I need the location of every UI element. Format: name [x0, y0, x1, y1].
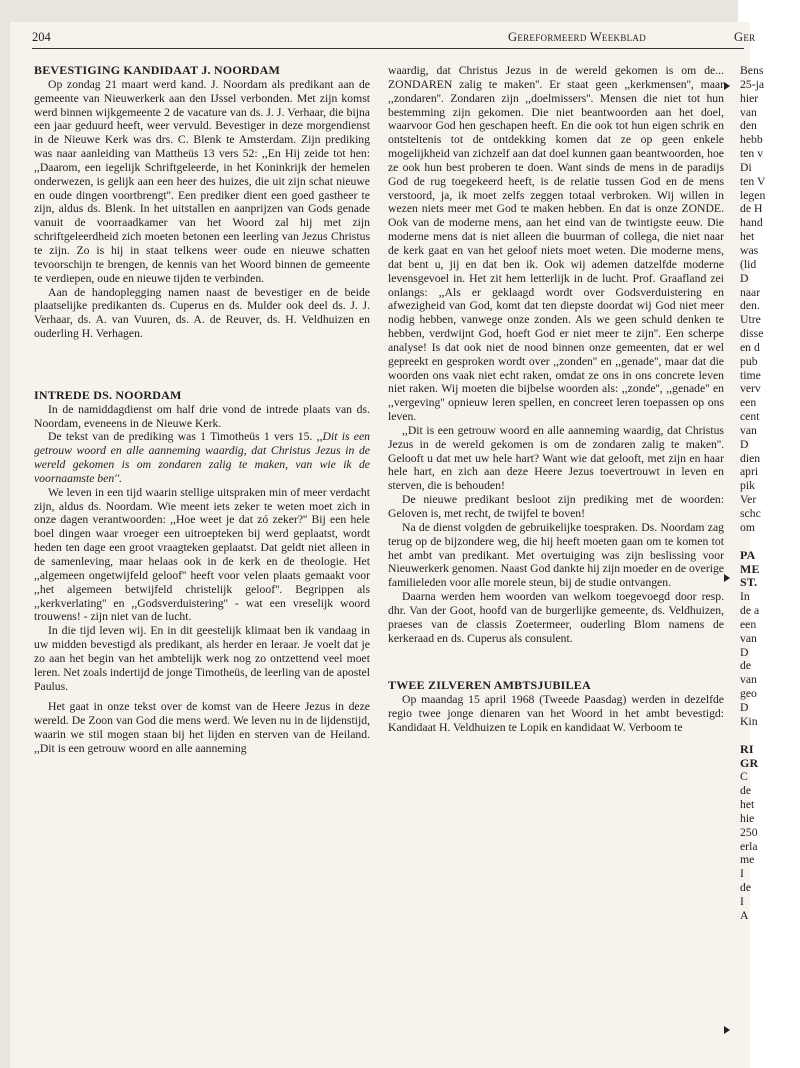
paragraph: waardig, dat Christus Jezus in de wereld gekomen is om de... ZONDAREN zalig te maken''. Er staat geen ,,kerkmensen'', maar ,,zondaren''. Zondaren zijn ,,doelmissers''. Mensen die niet tot hun bestemming zijn gekomen. Die niet beantwoorden aan het doel, waarvoor God hen geschapen heeft. En die ook tot hun eigen schrik en ontsteltenis tot de ontdekking komen dat ze op geen enkele mogelijkheid van zichzelf aan dat doel kunnen gaan beantwoorden, hoe ze ook hun best proberen te doen. Want sinds de mens in de paradijs God de rug toegekeerd heeft, is de relatie tussen God en de mens verstoord, ja, ik moet zelfs zeggen totaal verbroken. Wij willen in wezen niets meer met God te maken hebben. En dat is onze ZONDE. Ook van de moderne mens, aan het eind van de twintigste eeuw. Die moderne mens dat is niet alleen die buurman of collega, die niet naar de kerk gaat en van het geloof niets moet weten. Die moderne mens, dat bent u, jij en dat ben ik. Ook wij ademen datzelfde moderne levensgevoel in. Het zit hem letterlijk in de lucht. Prof. Graafland zei onlangs: ,,Als er geklaagd wordt over Godsverduistering en afwezigheid van God, komt dat ten diepste doordat wij God niet meer nodig hebben, vanwege onze zonden. Als we geen schuld denken te hebben, verdwijnt God, hoeft God er niet meer te zijn''. Een scherpe analyse! Is dat ook niet de nood binnen onze gemeenten, dat er wel gepreekt en gesproken wordt over ,,zonden'' en ,,genade'', maar dat die woorden ons vaak niet echt raken, omdat ze ons in ons concrete leven niet raken. Wij moeten die bijbelse woorden als: ,,zonde'', ,,genade'' en ,,vergeving'' opnieuw leren spellen, en concreet leren toepassen op ons leven. [388, 64, 724, 424]
paragraph: Op zondag 21 maart werd kand. J. Noordam als predikant aan de gemeente van Nieuwerkerk aan den IJssel verbonden. Met zijn komst werd binnen wijkgemeente 2 de vacature van ds. J. J. Verhaar, die bijna een jaar geduurd heeft, weer vervuld. Bevestiger in deze morgendienst in de Nieuwe Kerk was drs. C. Blenk te Amsterdam. Zijn prediking was naar aanleiding van Mattheüs 13 vers 52: ,,En Hij zeide tot hen: ,,Daarom, een iegelijk Schriftgeleerde, in het Koninkrijk der hemelen onderwezen, is gelijk aan een heer des huizes, die uit zijn schat nieuwe en oude dingen voortbrengt''. Een prediker dient een goed gastheer te zijn, aldus ds. Blenk. In het uitstallen en aanprijzen van Gods genade vanuit de voorraadkamer van het Woord zal hij met zijn schriftgeleerdheid zich moeten betonen een leerling van Jezus Christus te zijn. Zo is hij in staat telkens weer oude en nieuwe schatten tevoorschijn te brengen, de kennis van het Woord binnen de gemeente te verdiepen, oude en nieuwe tijden te verbinden. [34, 77, 370, 285]
text-run: De tekst van de prediking was 1 Timotheüs 1 vers 15. [48, 430, 317, 444]
cropped-line: In [740, 590, 750, 604]
cropped-line: geo [740, 687, 757, 701]
cropped-line: 250 [740, 825, 758, 839]
heading-intrede: INTREDE DS. NOORDAM [34, 387, 182, 402]
cropped-paragraph [740, 867, 800, 895]
cropped-line: Di [740, 160, 752, 174]
cropped-line: D [740, 437, 749, 451]
cropped-line: een [740, 396, 757, 410]
cropped-line: PA [740, 547, 756, 562]
cropped-line: time [740, 368, 761, 382]
cropped-line: apri [740, 465, 759, 479]
cropped-heading [740, 743, 800, 771]
cropped-paragraph [740, 272, 800, 438]
cropped-line: D [740, 271, 749, 285]
paragraph: ,,Dit is een getrouw woord en alle aanneming waardig, dat Christus Jezus in de wereld gekomen is om de zondaren zalig te maken''. Gelooft u dat met uw hele hart? Want wie dat gelooft, met zijn en haar hele hart, en zich aan deze Heere Jezus toevertrouwt in leven en sterven, die is behouden! [388, 423, 724, 493]
cropped-line: pub [740, 354, 758, 368]
cropped-line: hand [740, 216, 763, 230]
continuation-arrow-icon [724, 82, 730, 90]
column-3-cropped [740, 64, 800, 923]
cropped-line: en d [740, 340, 760, 354]
cropped-paragraph [740, 701, 800, 729]
paragraph: Na de dienst volgden de gebruikelijke toespraken. Ds. Noordam zag terug op de bijzondere weg, die hij heeft moeten gaan om te komen tot het ambt van predikant. Met overtuiging was zijn beslissing voor Nieuwerkerk genomen. Naast God dankte hij zijn moeder en de overige familieleden voor alle morele steun, bij de studie ontvangen. [388, 520, 724, 590]
cropped-line: Kin [740, 714, 758, 728]
cropped-line: het [740, 798, 755, 812]
cropped-line: de [740, 881, 752, 895]
section-gap [388, 645, 724, 679]
continuation-arrow-icon [724, 1026, 730, 1034]
cropped-line: RI [740, 741, 754, 756]
paragraph-gap [34, 693, 370, 700]
cropped-paragraph [740, 64, 800, 161]
running-title: Gereformeerd Weekblad [508, 30, 647, 44]
page-header [32, 30, 756, 50]
cropped-paragraph [740, 770, 800, 867]
cropped-line: I [740, 867, 744, 881]
cropped-line: van [740, 673, 757, 687]
cropped-line: van [740, 631, 757, 645]
cropped-line: ST. [740, 575, 758, 590]
cropped-line: disse [740, 327, 764, 341]
column-1 [34, 64, 370, 756]
cropped-line: hebb [740, 133, 763, 147]
cropped-line: legen [740, 188, 766, 202]
cropped-paragraph [740, 646, 800, 701]
cropped-line: pik [740, 479, 755, 493]
section-gap [34, 341, 370, 389]
newspaper-page [10, 22, 766, 1068]
cropped-line: Utre [740, 313, 761, 327]
cropped-paragraph [740, 161, 800, 272]
column-2 [388, 64, 724, 735]
paragraph [34, 430, 370, 485]
cropped-paragraph [740, 895, 800, 923]
cropped-paragraph [740, 590, 800, 645]
paragraph: Het gaat in onze tekst over de komst van de Heere Jezus in deze wereld. De Zoon van God die mens werd. We leven nu in de lijdenstijd, waarin we stil mogen staan bij het lijden en sterven van de Heiland. ,,Dit is een getrouw woord en alle aanneming [34, 700, 370, 755]
cropped-line: ME [740, 561, 760, 576]
cropped-line: was [740, 243, 759, 257]
cropped-line: van [740, 423, 757, 437]
cropped-line: I [740, 894, 744, 908]
cropped-line: om [740, 520, 755, 534]
cropped-line: me [740, 853, 755, 867]
cropped-line: D [740, 700, 749, 714]
cropped-line: dien [740, 451, 761, 465]
cropped-line: A [740, 908, 749, 922]
paragraph: In die tijd leven wij. En in dit geestelijk klimaat ben ik vandaag in uw midden bevestigd als predikant, als herder en leraar. Je voelt dat je zo aan het begin van het ambtelijk werk nog zo ontzettend veel moet leren. Net zoals indertijd de jonge Timotheüs, de leerling van de apostel Paulus. [34, 624, 370, 693]
continuation-arrow-icon [724, 574, 730, 582]
heading-bevestiging: BEVESTIGING KANDIDAAT J. NOORDAM [34, 63, 280, 77]
bible-quote: ,,Dit is een getrouw woord en alle aanneming waardig, dat Christus Jezus in de wereld gekomen is om zondaren zalig te maken, van wie ik de voornaamste ben''. [34, 430, 371, 485]
cropped-line: den. [740, 299, 760, 313]
cropped-line: D [740, 645, 749, 659]
cropped-line: naar [740, 285, 761, 299]
paragraph: We leven in een tijd waarin stellige uitspraken min of meer verdacht zijn, aldus ds. Noordam. Wie meent iets zeker te weten moet zich in onze dagen verantwoorden: ,,Hoe weet je dat zó zeker?'' Bij een hele boel dingen waar vroeger een uitroepteken bij werd geplaatst, wordt heden ten dage een groot vraagteken geplaatst. Dat geldt niet alleen in de samenleving, maar helaas ook in de kerk en de theologie. Het ,,algemeen ongetwijfeld geloof'' heeft voor velen plaats gemaakt voor ,,het algemeen betwijfeld christelijk geloof''. Begrippen als ,,kerkverlating'' en ,,Godsverduistering'' - wat een vreselijk woord trouwens! - zijn niet van de lucht. [34, 485, 370, 624]
paragraph: Daarna werden hem woorden van welkom toegevoegd door resp. dhr. Van der Goot, hoofd van de burgerlijke gemeente, ds. Veldhuizen, praeses van de classis Zoetermeer, ouderling Blom namens de kerkeraad en ds. Cuperus als consulent. [388, 590, 724, 645]
heading-ambtsjubilea: TWEE ZILVEREN AMBTSJUBILEA [388, 678, 591, 693]
cropped-heading [740, 549, 800, 591]
cropped-line: verv [740, 382, 761, 396]
paragraph: In de namiddagdienst om half drie vond de intrede plaats van ds. Noordam, eveneens in de Nieuwe Kerk. [34, 402, 370, 430]
cropped-line: ten V [740, 174, 766, 188]
cropped-paragraph [740, 438, 800, 535]
cropped-line: de [740, 784, 752, 798]
cropped-line: van [740, 105, 757, 119]
cropped-line: de a [740, 604, 760, 618]
paragraph: Op maandag 15 april 1968 (Tweede Paasdag) werden in dezelfde regio twee jonge dienaren van het Woord in het ambt bevestigd: Kandidaat H. Veldhuizen te Lopik en kandidaat W. Verboom te [388, 693, 724, 734]
cropped-line: een [740, 617, 757, 631]
cropped-line: hier [740, 91, 759, 105]
paragraph: Aan de handoplegging namen naast de bevestiger en de beide plaatselijke predikanten ds. Cuperus en ds. Mulder ook deel ds. J. J. Verhaar, ds. A. van Vuuren, ds. A. de Reuver, ds. H. Veldhuizen en ouderling H. Verhagen. [34, 285, 370, 341]
paragraph: De nieuwe predikant besloot zijn prediking met de woorden: Geloven is, met recht, de twijfel te boven! [388, 493, 724, 520]
cropped-line: hie [740, 811, 755, 825]
cropped-line: de H [740, 202, 763, 216]
cropped-line: ten v [740, 147, 764, 161]
cropped-line: cent [740, 410, 760, 424]
cropped-line: het [740, 230, 755, 244]
page-number: 204 [32, 30, 51, 44]
cropped-line: 25-ja [740, 77, 765, 91]
cropped-line: den [740, 119, 757, 133]
cropped-line: (lid [740, 257, 757, 271]
cropped-line: Bens [740, 64, 764, 77]
cropped-line: C [740, 770, 748, 784]
cropped-line: Ver [740, 493, 757, 507]
cropped-line: de [740, 659, 752, 673]
cropped-line: GR [740, 755, 759, 770]
running-title-next-page: Ger [734, 30, 756, 44]
cropped-line: erla [740, 839, 758, 853]
cropped-line: schc [740, 507, 761, 520]
header-rule [32, 48, 744, 49]
